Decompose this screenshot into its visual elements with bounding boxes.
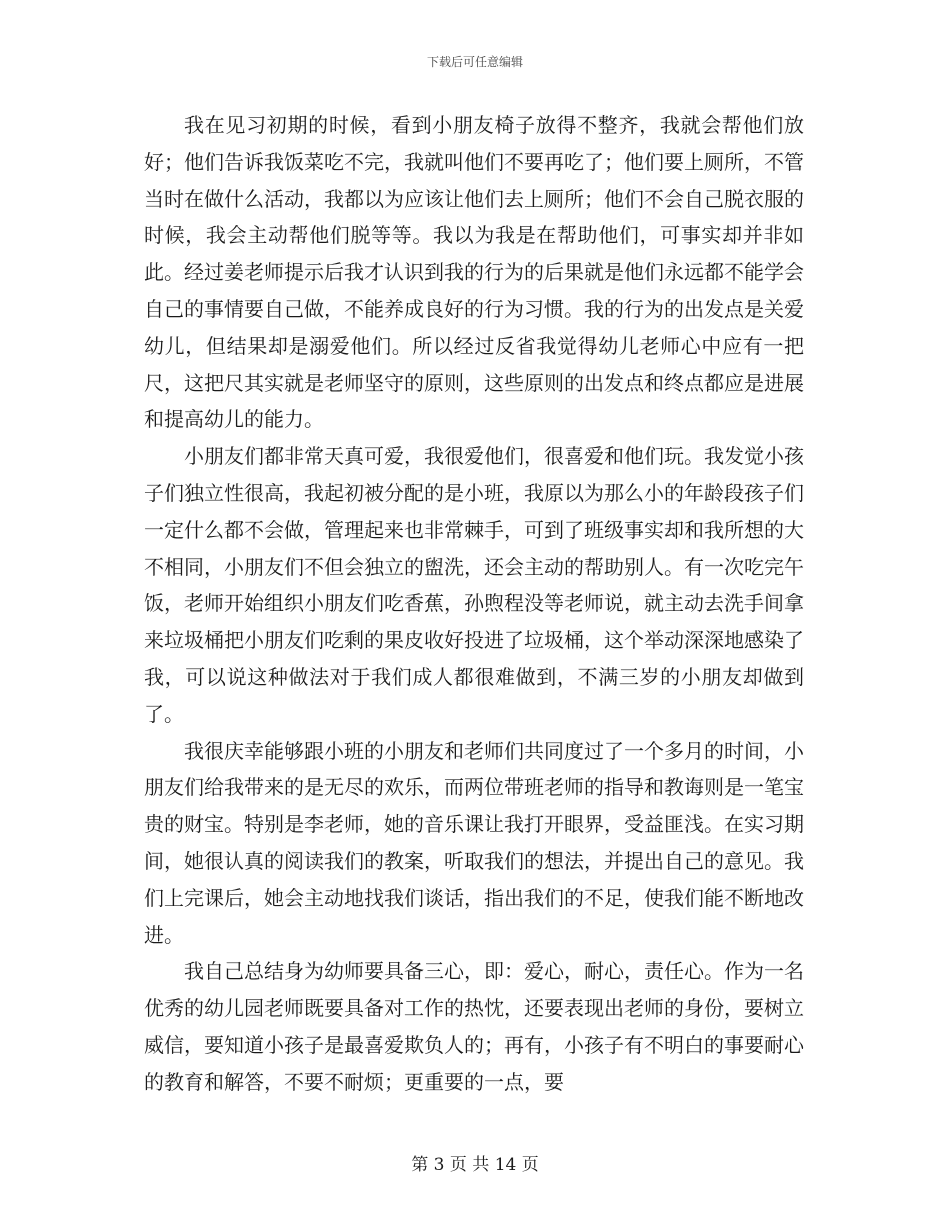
paragraph: 我很庆幸能够跟小班的小朋友和老师们共同度过了一个多月的时间，小朋友们给我带来的是无尽的欢乐，而两位带班老师的指导和教诲则是一笔宝贵的财宝。特别是李老师，她的音乐课让我打开眼界，受益匪浅。在实习期间，她很认真的阅读我们的教案，听取我们的想法，并提出自己的意见。我们上完课后，她会主动地找我们谈话，指出我们的不足，使我们能不断地改进。 <box>144 738 804 947</box>
page-footer: 第 3 页 共 14 页 <box>411 1155 539 1175</box>
paragraph: 我自己总结身为幼师要具备三心，即：爱心，耐心，责任心。作为一名优秀的幼儿园老师既要具备对工作的热忱，还要表现出老师的身份，要树立威信，要知道小孩子是最喜爱欺负人的；再有，小孩子有不明白的事要耐心的教育和解答，不要不耐烦；更重要的一点，要 <box>144 959 804 1094</box>
document-body <box>144 107 804 1101</box>
paragraph: 我在见习初期的时候，看到小朋友椅子放得不整齐，我就会帮他们放好；他们告诉我饭菜吃不完，我就叫他们不要再吃了；他们要上厕所，不管当时在做什么活动，我都以为应该让他们去上厕所；他们不会自己脱衣服的时候，我会主动帮他们脱等等。我以为我是在帮助他们，可事实却并非如此。经过姜老师提示后我才认识到我的行为的后果就是他们永远都不能学会自己的事情要自己做，不能养成良好的行为习惯。我的行为的出发点是关爱幼儿，但结果却是溺爱他们。所以经过反省我觉得幼儿老师心中应有一把尺，这把尺其实就是老师坚守的原则，这些原则的出发点和终点都应是进展和提高幼儿的能力。 <box>144 113 804 432</box>
paragraph: 小朋友们都非常天真可爱，我很爱他们，很喜爱和他们玩。我发觉小孩子们独立性很高，我起初被分配的是小班，我原以为那么小的年龄段孩子们一定什么都不会做，管理起来也非常棘手，可到了班级事实却和我所想的大不相同，小朋友们不但会独立的盥洗，还会主动的帮助别人。有一次吃完午饭，老师开始组织小朋友们吃香蕉，孙煦程没等老师说，就主动去洗手间拿来垃圾桶把小朋友们吃剩的果皮收好投进了垃圾桶，这个举动深深地感染了我，可以说这种做法对于我们成人都很难做到，不满三岁的小朋友却做到了。 <box>144 444 804 726</box>
page-header: 下载后可任意编辑 <box>426 55 523 69</box>
